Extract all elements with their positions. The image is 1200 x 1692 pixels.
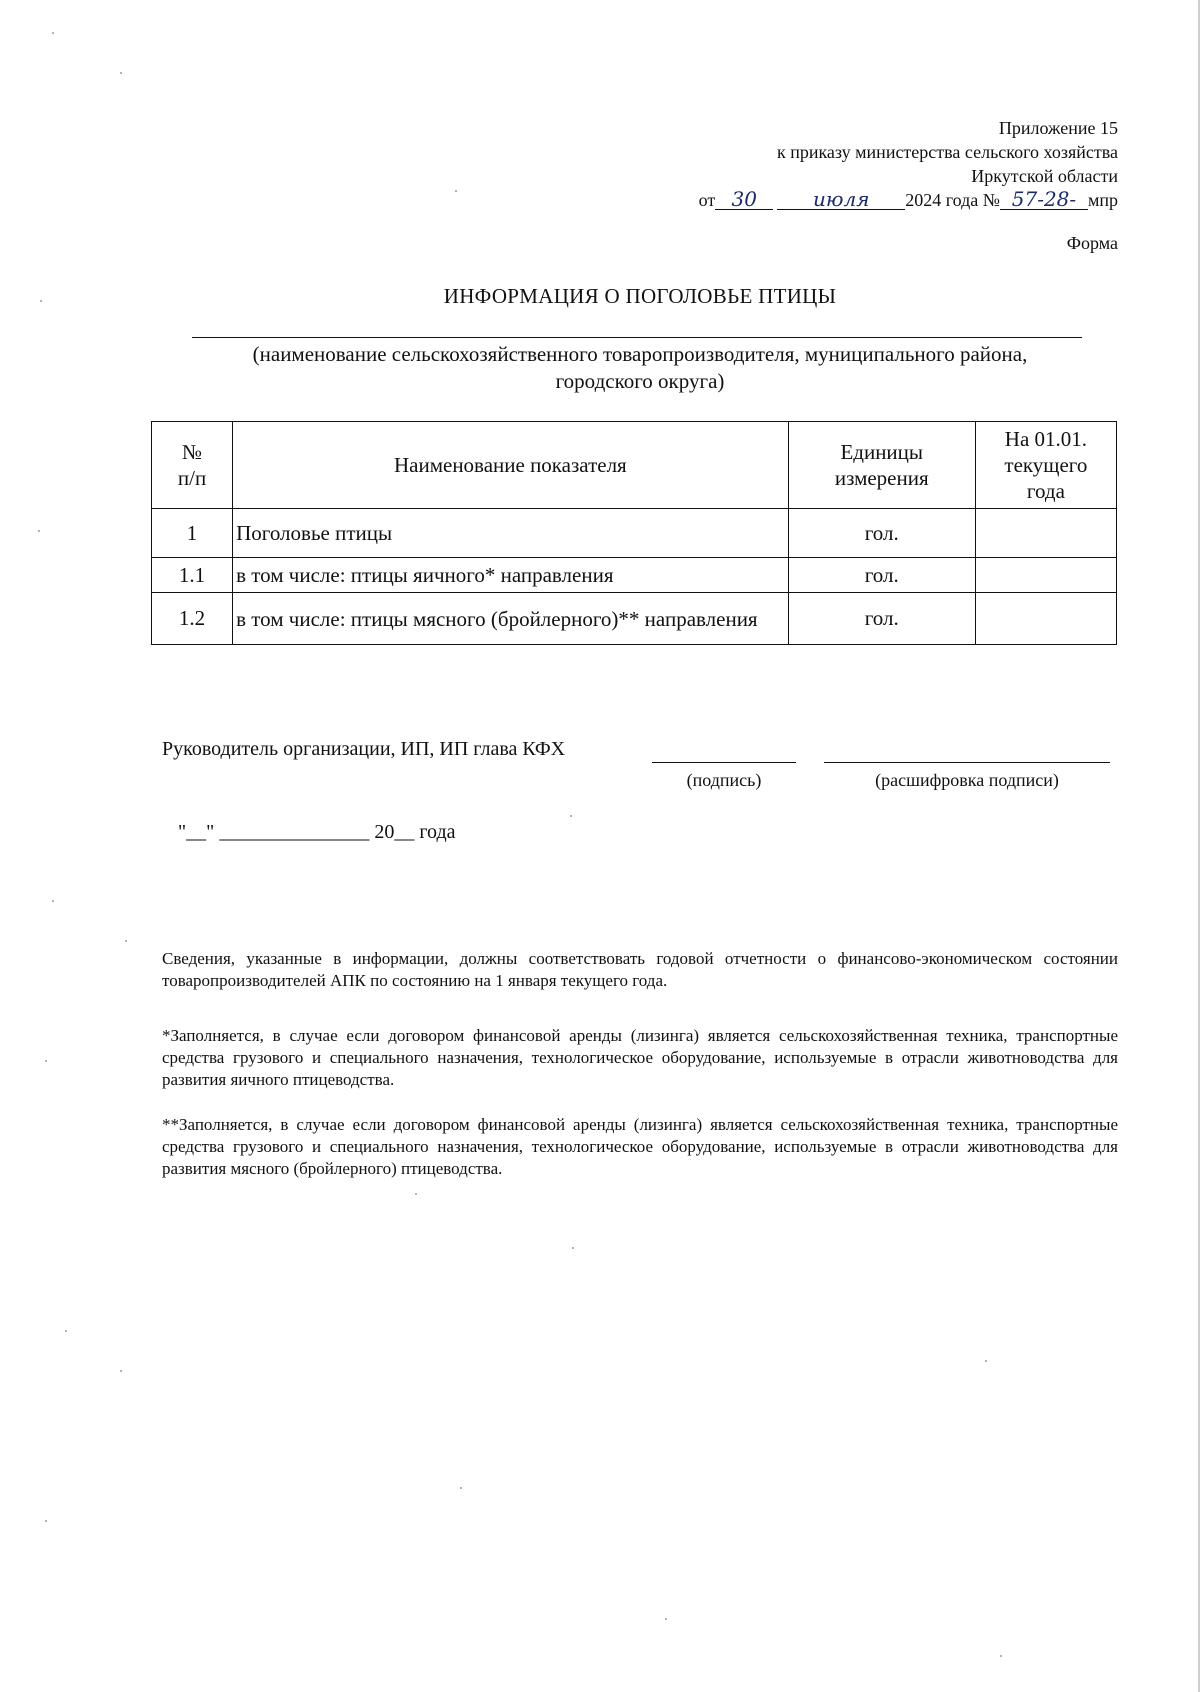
row-number: 1.2 xyxy=(152,593,233,645)
appendix-number: Приложение 15 xyxy=(998,118,1118,138)
scan-speck xyxy=(570,815,572,817)
scan-speck xyxy=(665,1618,667,1620)
order-suffix: мпр xyxy=(1087,190,1118,210)
poultry-table xyxy=(151,421,1117,645)
note-meat-poultry: **Заполняется, в случае если договором финансовой аренды (лизинга) является сельскохозяйственная техника, транспортные средства грузового и специального назначения, технологическое оборудование, используемые в отрасли животноводства для развития мясного (бройлерного) птицеводства. xyxy=(162,1115,1118,1178)
signature-field[interactable] xyxy=(652,762,796,763)
caption-line-2: городского округа) xyxy=(555,369,725,393)
table-row xyxy=(152,558,1117,593)
handwritten-day: 30 xyxy=(715,189,773,210)
scan-speck xyxy=(52,32,54,34)
scan-speck xyxy=(460,1487,462,1489)
header-unit-line-1: Единицы xyxy=(840,440,924,464)
table-row xyxy=(152,593,1117,645)
row-indicator: в том числе: птицы яичного* направления xyxy=(233,558,789,593)
scan-speck xyxy=(985,1360,987,1362)
handwritten-order-number: 57-28- xyxy=(1000,189,1088,210)
signature-decode-caption: (расшифровка подписи) xyxy=(875,770,1059,790)
scan-speck xyxy=(40,300,42,302)
header-number xyxy=(152,422,233,509)
row-indicator: Поголовье птицы xyxy=(233,509,789,558)
scan-speck xyxy=(455,190,457,192)
row-value-cell[interactable] xyxy=(975,558,1116,593)
scan-speck xyxy=(572,1247,574,1249)
row-unit: гол. xyxy=(788,509,975,558)
header-value-line-3: года xyxy=(1026,479,1065,503)
date-year-text: 2024 года № xyxy=(905,190,1000,210)
signature-caption: (подпись) xyxy=(686,770,762,790)
header-value-line-1: На 01.01. xyxy=(1004,427,1088,451)
form-label: Форма xyxy=(1066,233,1118,253)
producer-name-line xyxy=(192,337,1082,338)
caption-line-1: (наименование сельскохозяйственного товаропроизводителя, муниципального района, xyxy=(252,342,1028,366)
scan-speck xyxy=(45,1520,47,1522)
row-indicator: в том числе: птицы мясного (бройлерного)** направления xyxy=(233,593,789,645)
scan-speck xyxy=(65,1330,67,1332)
scan-speck xyxy=(120,1370,122,1372)
scan-speck xyxy=(125,940,127,942)
row-unit: гол. xyxy=(788,593,975,645)
scan-speck xyxy=(1000,1655,1002,1657)
scan-speck xyxy=(415,1193,417,1195)
date-prefix: от xyxy=(698,190,716,210)
signatory-label: Руководитель организации, ИП, ИП глава КФХ xyxy=(162,738,566,760)
scan-speck xyxy=(52,900,54,902)
order-date-line xyxy=(699,188,1118,212)
scan-speck xyxy=(38,530,40,532)
header-number-sign: № xyxy=(182,440,203,464)
handwritten-month: июля xyxy=(777,189,905,210)
header-number-pp: п/п xyxy=(177,466,207,490)
region-name: Иркутской области xyxy=(971,166,1118,186)
order-reference: к приказу министерства сельского хозяйства xyxy=(776,142,1118,162)
scan-speck xyxy=(45,1060,47,1062)
header-unit xyxy=(788,422,975,509)
header-value xyxy=(975,422,1116,509)
scan-speck xyxy=(120,72,122,74)
row-value-cell[interactable] xyxy=(975,509,1116,558)
document-title: ИНФОРМАЦИЯ О ПОГОЛОВЬЕ ПТИЦЫ xyxy=(443,284,837,308)
note-reporting: Сведения, указанные в информации, должны соответствовать годовой отчетности о финансово-экономическом состоянии товаропроизводителей АПК по состоянию на 1 января текущего года. xyxy=(162,949,1118,990)
row-number: 1.1 xyxy=(152,558,233,593)
note-egg-poultry: *Заполняется, в случае если договором финансовой аренды (лизинга) является сельскохозяйственная техника, транспортные средства грузового и специального назначения, технологическое оборудование, используемые в отрасли животноводства для развития яичного птицеводства. xyxy=(162,1026,1118,1089)
signing-date-line: "__" _______________ 20__ года xyxy=(178,821,456,843)
table-header-row xyxy=(152,422,1117,509)
row-unit: гол. xyxy=(788,558,975,593)
signature-decode-field[interactable] xyxy=(824,762,1110,763)
producer-name-caption xyxy=(160,341,1120,395)
row-number: 1 xyxy=(152,509,233,558)
header-value-line-2: текущего xyxy=(1004,453,1088,477)
appendix-header xyxy=(699,116,1118,212)
header-indicator: Наименование показателя xyxy=(233,422,789,509)
table-row xyxy=(152,509,1117,558)
header-unit-line-2: измерения xyxy=(834,466,929,490)
row-value-cell[interactable] xyxy=(975,593,1116,645)
